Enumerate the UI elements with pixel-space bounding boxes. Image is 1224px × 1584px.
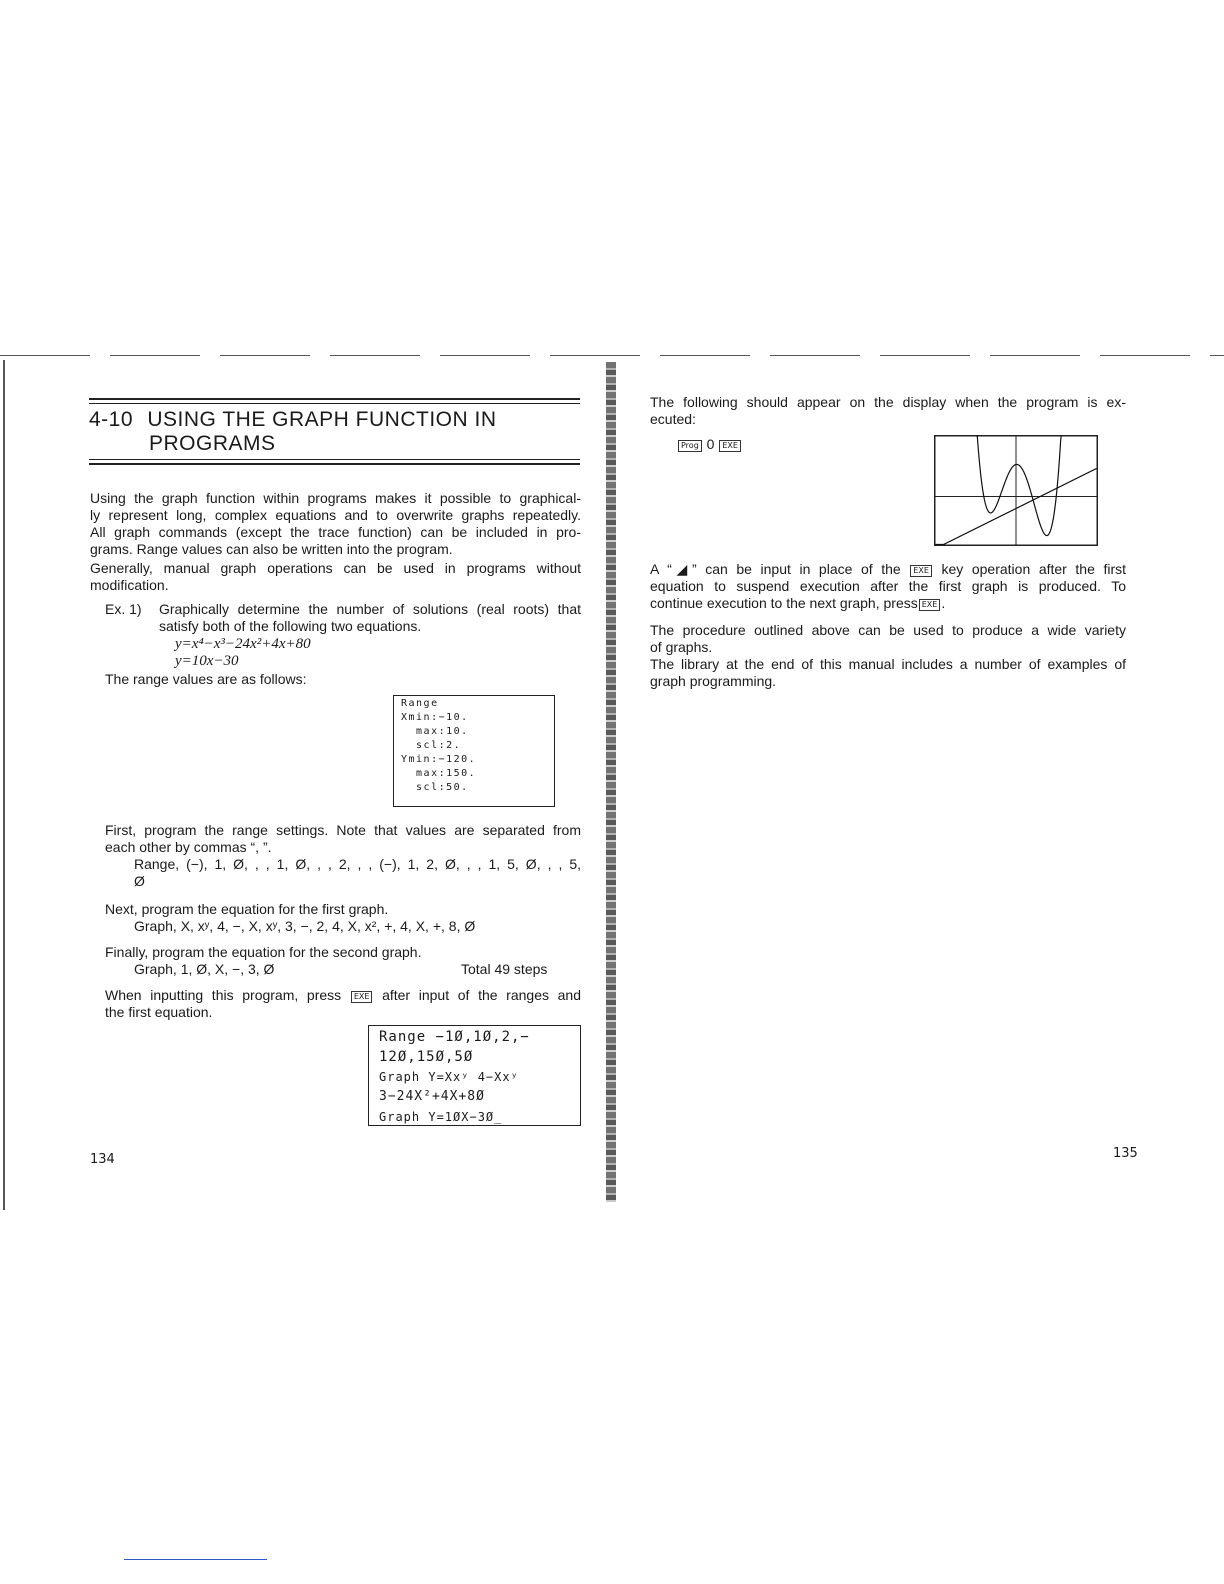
example-label: Ex. 1) bbox=[105, 601, 142, 617]
library-paragraph bbox=[650, 656, 1126, 690]
general-paragraph bbox=[90, 560, 581, 594]
range-display-row: max:150. bbox=[401, 768, 477, 779]
when-text-b: after input of the ranges and bbox=[382, 987, 581, 1003]
program-display-row: Graph Y=Xxʸ 4−Xxʸ bbox=[379, 1070, 519, 1084]
next-line: Next, program the equation for the first graph. bbox=[105, 901, 389, 917]
general-line: Generally, manual graph operations can be used in programs without bbox=[90, 560, 581, 576]
general-line: modification. bbox=[90, 577, 169, 593]
suspend-line: equation to suspend execution after the first graph is produced. To bbox=[650, 578, 1126, 594]
title-rule-bottom bbox=[89, 459, 580, 460]
exe-key-icon: EXE bbox=[719, 440, 741, 452]
total-steps: Total 49 steps bbox=[461, 961, 548, 977]
left-edge-line bbox=[3, 360, 5, 1210]
graph2-keys: Graph, 1, Ø, X, −, 3, Ø bbox=[134, 961, 275, 977]
range-keys-block bbox=[134, 856, 581, 890]
when-line bbox=[105, 987, 581, 1004]
intro-paragraph bbox=[90, 490, 581, 558]
range-display bbox=[393, 695, 555, 807]
exe-key-icon: EXE bbox=[919, 599, 941, 611]
example-line: Graphically determine the number of solutions (real roots) that bbox=[159, 601, 581, 617]
range-display-row: Xmin:−10. bbox=[401, 712, 469, 723]
title-line-1: USING THE GRAPH FUNCTION IN bbox=[147, 408, 497, 431]
equation-2: y=10x−30 bbox=[175, 653, 239, 669]
exe-key-icon: EXE bbox=[910, 565, 932, 577]
procedure-paragraph bbox=[650, 622, 1126, 656]
prog-key-icon: Prog bbox=[678, 440, 702, 452]
first-line: each other by commas “, ”. bbox=[105, 839, 272, 855]
program-display-row: 12Ø,15Ø,5Ø bbox=[379, 1049, 474, 1065]
first-line: First, program the range settings. Note that values are separated from bbox=[105, 822, 581, 838]
key-sequence bbox=[677, 436, 742, 453]
display-intro-line: ecuted: bbox=[650, 411, 696, 427]
title-rule-bottom-2 bbox=[89, 463, 580, 465]
range-display-row: scl:50. bbox=[401, 782, 469, 793]
intro-line: grams. Range values can also be written into the program. bbox=[90, 541, 453, 557]
range-display-row: Range bbox=[401, 698, 439, 709]
range-display-row: max:10. bbox=[401, 726, 469, 737]
display-intro bbox=[650, 394, 1126, 428]
range-keys-line: Ø bbox=[134, 873, 145, 889]
suspend-text-d: . bbox=[941, 595, 946, 611]
title-line-2: PROGRAMS bbox=[149, 432, 276, 455]
program-display-row: 3−24X²+4X+8Ø bbox=[379, 1089, 485, 1104]
title-rule-top-2 bbox=[89, 403, 580, 404]
range-display-row: scl:2. bbox=[401, 740, 462, 751]
example-paragraph bbox=[159, 601, 581, 635]
book-spine bbox=[606, 362, 616, 1202]
when-line: the first equation. bbox=[105, 1004, 213, 1020]
range-keys-line: Range, (−), 1, Ø, , , 1, Ø, , , 2, , , (−), 1, 2, Ø, , , 1, 5, Ø, , , 5, bbox=[134, 856, 581, 872]
suspend-text-a: A “◢” can be input in place of the bbox=[650, 561, 901, 577]
suspend-text-b: key operation after the first bbox=[941, 561, 1127, 577]
suspend-paragraph bbox=[650, 561, 1126, 612]
section-title-2 bbox=[149, 431, 276, 456]
equation-1: y=x⁴−x³−24x²+4x+80 bbox=[175, 636, 311, 652]
when-text-a: When inputting this program, press bbox=[105, 987, 342, 1003]
first-paragraph bbox=[105, 822, 581, 856]
section-number: 4-10 bbox=[89, 408, 134, 431]
intro-line: Using the graph function within programs makes it possible to graphical- bbox=[90, 490, 581, 506]
suspend-line bbox=[650, 561, 1126, 578]
procedure-line: The procedure outlined above can be used to produce a wide variety bbox=[650, 622, 1126, 638]
graph-display bbox=[934, 435, 1098, 546]
bottom-scan-line bbox=[124, 1559, 267, 1560]
range-intro: The range values are as follows: bbox=[105, 671, 307, 687]
finally-line: Finally, program the equation for the second graph. bbox=[105, 944, 422, 960]
top-scan-line bbox=[0, 355, 1224, 356]
zero-key: 0 bbox=[706, 436, 715, 452]
display-intro-line: The following should appear on the display when the program is ex- bbox=[650, 394, 1126, 410]
procedure-line: of graphs. bbox=[650, 639, 713, 655]
intro-line: ly represent long, complex equations and to overwrite graphs repeatedly. bbox=[90, 507, 581, 523]
library-line: graph programming. bbox=[650, 673, 777, 689]
example-line: satisfy both of the following two equations. bbox=[159, 618, 422, 634]
library-line: The library at the end of this manual includes a number of examples of bbox=[650, 656, 1126, 672]
graph1-keys: Graph, X, xʸ, 4, −, X, xʸ, 3, −, 2, 4, X, x², +, 4, X, +, 8, Ø bbox=[134, 918, 476, 934]
page-number-right: 135 bbox=[1113, 1146, 1138, 1161]
program-display bbox=[368, 1025, 581, 1126]
program-display-row: Range −1Ø,1Ø,2,− bbox=[379, 1029, 530, 1045]
suspend-line bbox=[650, 595, 1126, 612]
page-number-left: 134 bbox=[90, 1152, 115, 1167]
section-title bbox=[89, 407, 497, 432]
program-display-row: Graph Y=1ØX−3Ø_ bbox=[379, 1110, 503, 1124]
range-display-row: Ymin:−120. bbox=[401, 754, 477, 765]
title-rule-top bbox=[89, 398, 580, 400]
exe-key-icon: EXE bbox=[351, 991, 373, 1003]
suspend-text-c: continue execution to the next graph, press bbox=[650, 595, 918, 611]
when-paragraph bbox=[105, 987, 581, 1021]
intro-line: All graph commands (except the trace function) can be included in pro- bbox=[90, 524, 581, 540]
